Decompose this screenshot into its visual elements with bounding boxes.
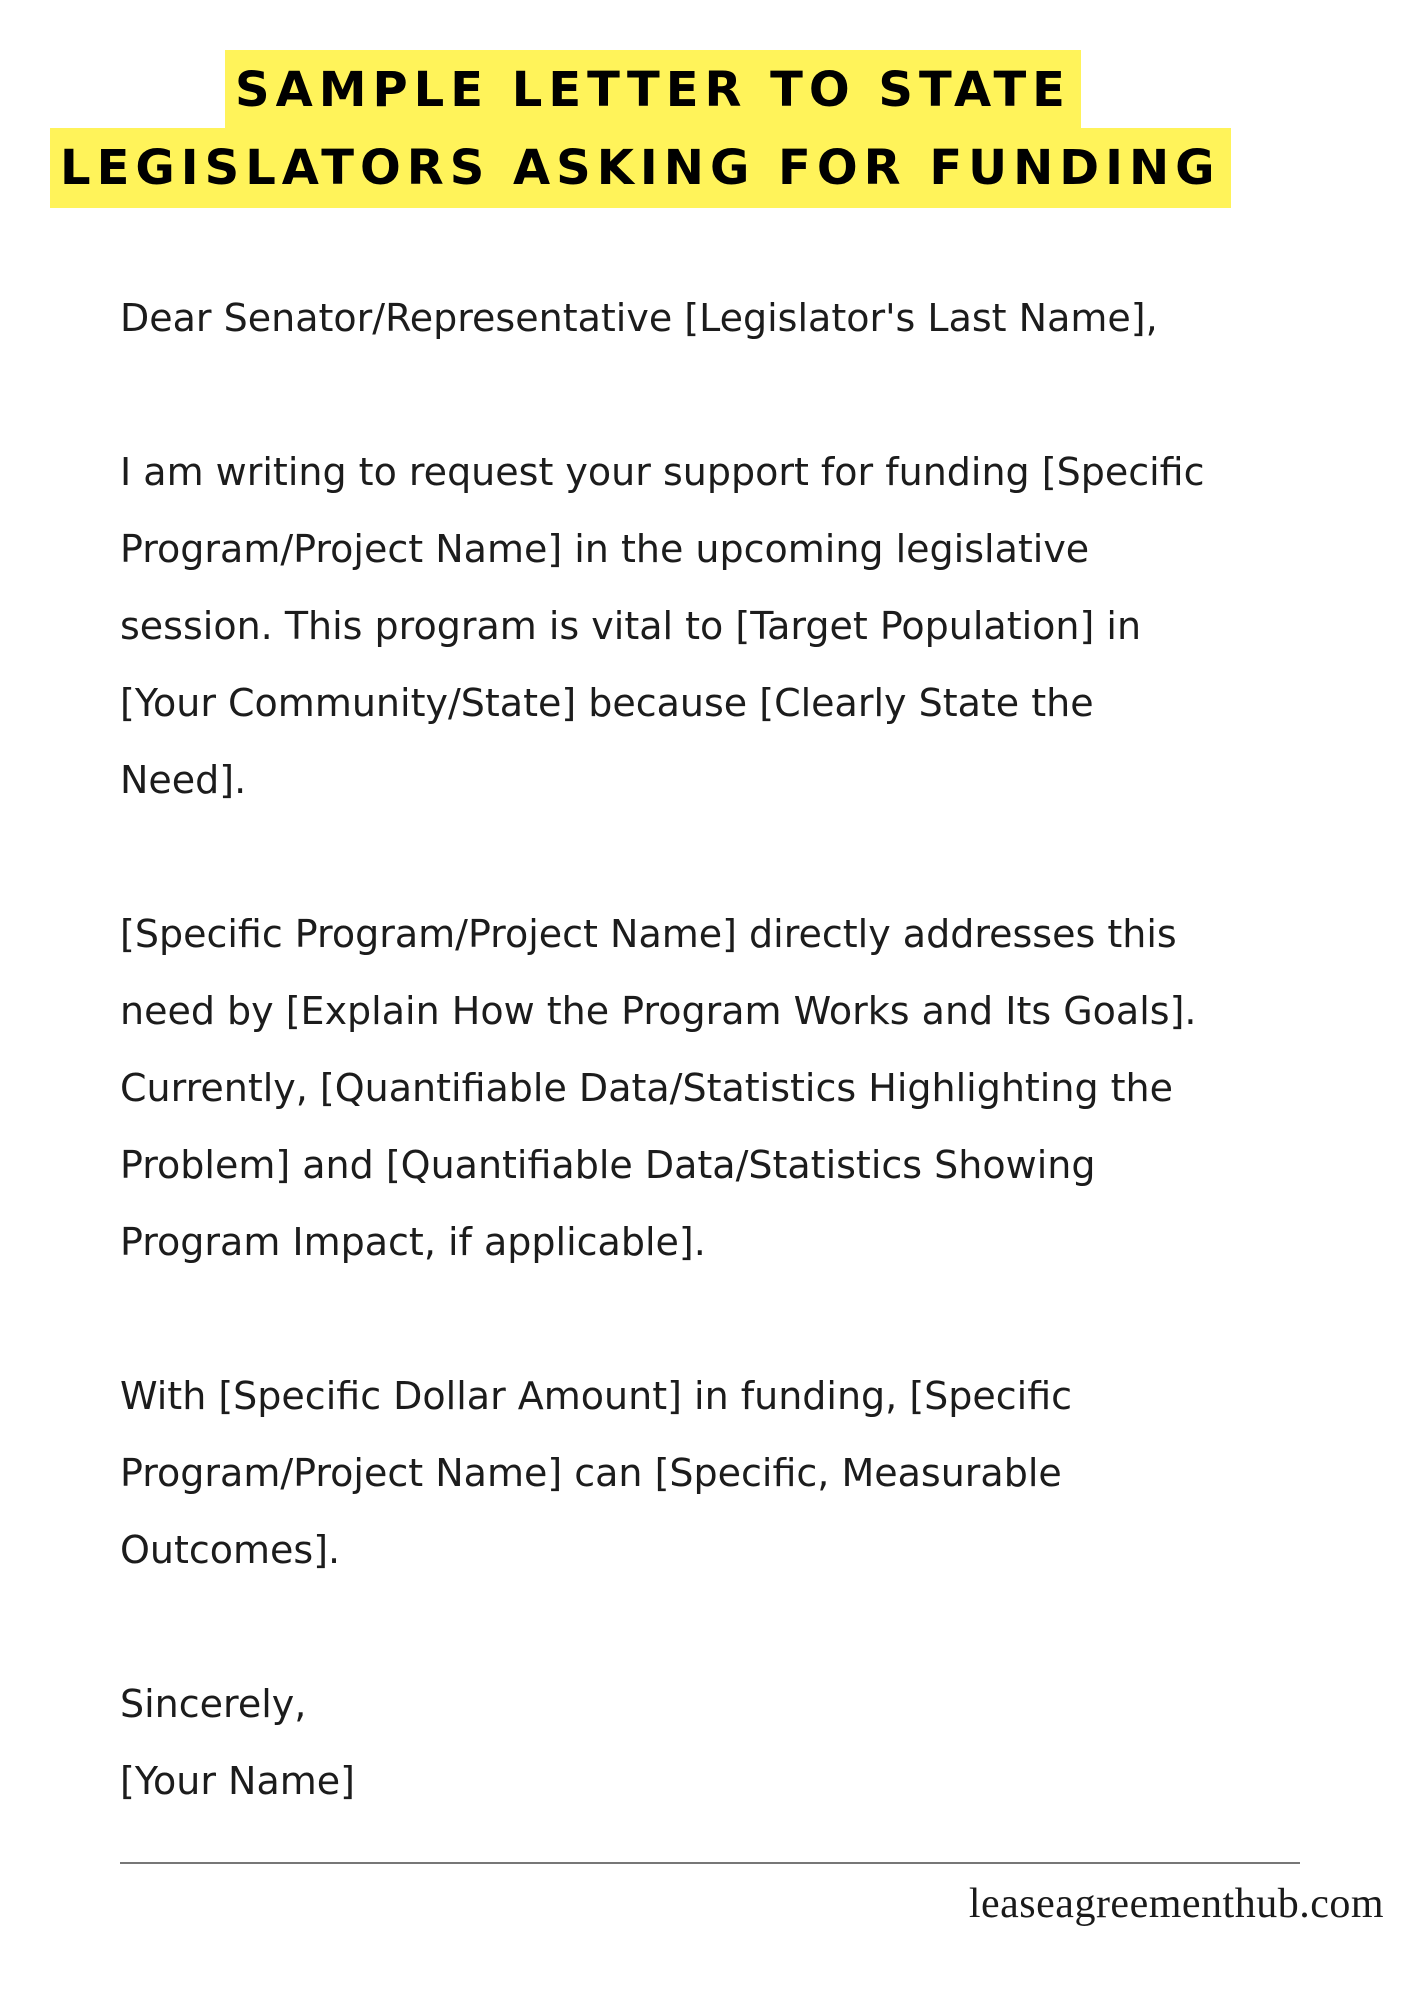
signature: [Your Name]: [120, 1759, 355, 1803]
paragraph-funding-outcomes: With [Specific Dollar Amount] in funding, [Specific Program/Project Name] can [Specific, Measurable Outcomes].: [120, 1374, 1073, 1572]
footer-divider: [120, 1862, 1300, 1864]
paragraph-request: I am writing to request your support for funding [Specific Program/Project Name] in the upcoming legislative session. This program is vital to [Target Population] in [Your Community/State] because [Clearly State the Need].: [120, 450, 1205, 802]
footer-site-name: leaseagreementhub.com: [968, 1881, 1384, 1927]
closing: Sincerely,: [120, 1682, 307, 1726]
salutation: Dear Senator/Representative [Legislator's Last Name],: [120, 296, 1158, 340]
title-line-1: SAMPLE LETTER TO STATE: [225, 50, 1081, 130]
letter-body: [120, 280, 1350, 1820]
paragraph-program-details: [Specific Program/Project Name] directly addresses this need by [Explain How the Program Works and Its Goals]. Currently, [Quantifiable Data/Statistics Highlighting the Problem] and [Quantifiable Data/Statistics Showing Program Impact, if applicable].: [120, 912, 1197, 1264]
title-line-2: LEGISLATORS ASKING FOR FUNDING: [50, 128, 1231, 208]
